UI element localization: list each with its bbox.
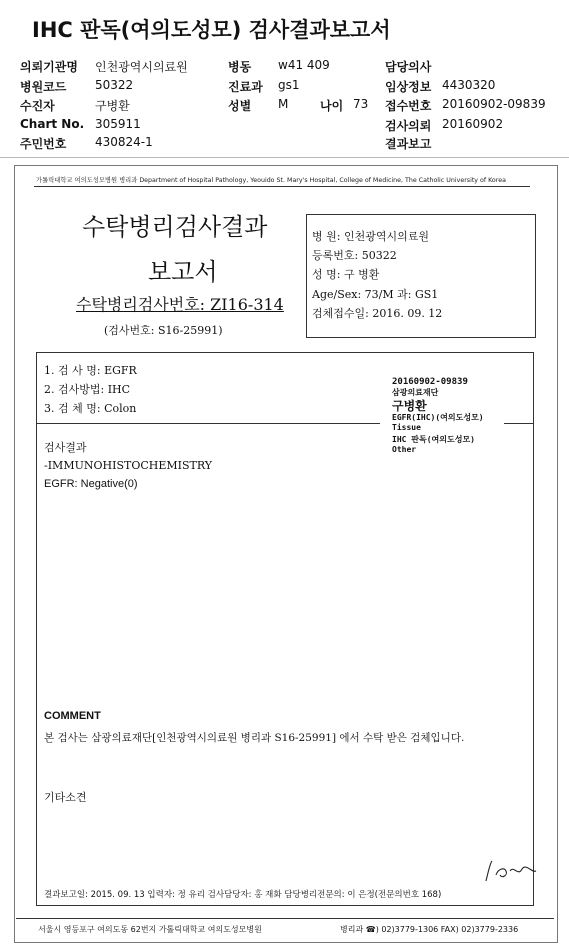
institution-rule: [34, 186, 530, 187]
exam-request-label: 검사의뢰: [385, 119, 432, 133]
hospital-code-value: 50322: [95, 78, 134, 92]
reception-no-label: 접수번호: [385, 99, 432, 113]
result-value: EGFR: Negative(0): [44, 478, 138, 490]
patient-age-sex: Age/Sex: 73/M 과: GS1: [312, 288, 439, 301]
subject-value: 구병환: [95, 99, 130, 113]
bottom-address: 서울시 영등포구 여의도동 62번지 가톨릭대학교 여의도성모병원: [38, 925, 262, 934]
result-method: -IMMUNOHISTOCHEMISTRY: [44, 459, 213, 472]
clinical-info-label: 임상정보: [385, 80, 432, 94]
result-title: 검사결과: [44, 441, 87, 454]
specimen-sticker: [380, 367, 504, 459]
sex-label: 성별: [228, 99, 252, 113]
sticker-line5: Tissue: [392, 423, 421, 432]
result-report-label: 결과보고: [385, 137, 432, 151]
age-label: 나이: [320, 99, 344, 113]
hospital-code-label: 병원코드: [20, 80, 67, 94]
specimen-date: 검체접수일: 2016. 09. 12: [312, 307, 443, 320]
department-value: gs1: [278, 78, 300, 92]
exam-no: (검사번호: S16-25991): [104, 324, 223, 337]
resident-no-label: 주민번호: [20, 137, 67, 151]
age-value: 73: [353, 97, 369, 111]
consign-no: 수탁병리검사번호: ZI16-314: [76, 295, 284, 314]
footer-report-line: 결과보고일: 2015. 09. 13 입력자: 정 유리 검사담당자: 홍 재화 담당병리전문의: 이 은정(전문의번호 168): [44, 890, 442, 900]
subject-label: 수진자: [20, 99, 55, 113]
ward-label: 병동: [228, 60, 252, 74]
requesting-institution-value: 인천광역시의료원: [95, 60, 188, 74]
doc-title-line2: 보고서: [148, 258, 218, 286]
patient-name: 성 명: 구 병환: [312, 268, 380, 281]
exam-item-specimen: 3. 검 체 명: Colon: [44, 402, 137, 415]
comment-text: 본 검사는 삼광의료재단[인천광역시의료원 병리과 S16-25991] 에서 수탁 받은 검체입니다.: [44, 732, 465, 744]
header-divider: [0, 157, 569, 158]
institution-line: 가톨릭대학교 여의도성모병원 병리과 Department of Hospital Pathology, Yeouido St. Mary's Hospital, College of Medicine, The Catholic University of Korea: [36, 177, 506, 184]
bottom-contact: 병리과 ☎) 02)3779-1306 FAX) 02)3779-2336: [340, 925, 519, 934]
doc-title-line1: 수탁병리검사결과: [82, 213, 268, 241]
department-label: 진료과: [228, 80, 263, 94]
chart-no-value: 305911: [95, 117, 141, 131]
clinical-info-value: 4430320: [442, 78, 496, 92]
sticker-line4: EGFR(IHC)(여의도성모): [392, 413, 484, 422]
sticker-line1: 20160902-09839: [392, 377, 468, 387]
ward-value: w41 409: [278, 58, 330, 72]
exam-item-method: 2. 검사방법: IHC: [44, 383, 131, 396]
signature-mark: [482, 855, 538, 885]
patient-hospital: 병 원: 인천광역시의료원: [312, 230, 429, 243]
requesting-institution-label: 의뢰기관명: [20, 60, 78, 74]
doctor-label: 담당의사: [385, 60, 432, 74]
resident-no-value: 430824-1: [95, 135, 153, 149]
report-title: IHC 판독(여의도성모) 검사결과보고서: [32, 18, 391, 42]
exam-item-name: 1. 검 사 명: EGFR: [44, 364, 137, 377]
sticker-line6: IHC 판독(여의도성모): [392, 435, 475, 444]
other-findings: 기타소견: [44, 791, 87, 804]
patient-reg-no: 등록번호: 50322: [312, 249, 397, 262]
reception-no-value: 20160902-09839: [442, 97, 546, 111]
comment-title: COMMENT: [44, 710, 101, 722]
exam-request-value: 20160902: [442, 117, 504, 131]
sticker-line2: 삼광의료재단: [392, 388, 439, 397]
sex-value: M: [278, 97, 289, 111]
bottom-rule: [16, 918, 554, 919]
sticker-line3: 구병환: [392, 399, 427, 413]
chart-no-label: Chart No.: [20, 117, 85, 131]
sticker-line7: Other: [392, 445, 417, 454]
